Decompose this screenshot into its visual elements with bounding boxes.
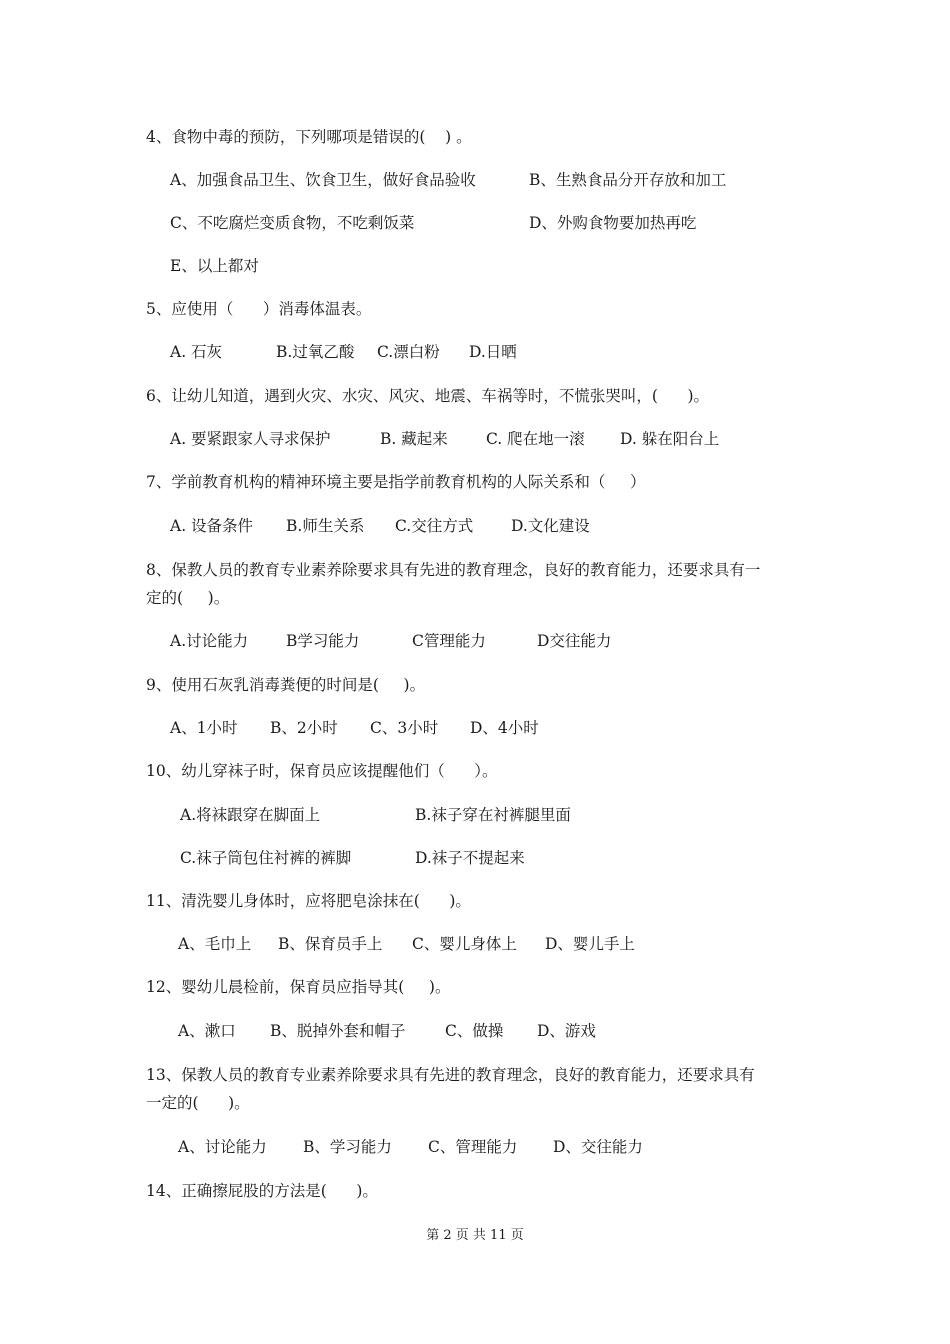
option-a: A.将袜跟穿在脚面上 (180, 806, 321, 824)
option-c: C、婴儿身体上 (412, 935, 517, 953)
option-c: C、不吃腐烂变质食物，不吃剩饭菜 (170, 214, 415, 232)
option-c: C、做操 (445, 1022, 504, 1040)
question-10-stem (0, 756, 950, 786)
question-8-stem-cont (0, 583, 950, 613)
option-b: B、2小时 (270, 719, 338, 737)
option-a: A. 要紧跟家人寻求保护 (170, 430, 331, 448)
option-a: A、1小时 (170, 719, 238, 737)
question-5-options (0, 337, 950, 367)
question-stem-text: 定的( )。 (146, 589, 230, 607)
option-b: B. 藏起来 (380, 430, 448, 448)
option-c: C、3小时 (370, 719, 439, 737)
question-10-options-row-1 (0, 800, 950, 830)
option-d: D.文化建设 (511, 517, 590, 535)
option-c: C.交往方式 (395, 517, 474, 535)
option-b: B.袜子穿在衬裤腿里面 (415, 806, 571, 824)
option-d: D、婴儿手上 (545, 935, 635, 953)
option-a: A. 设备条件 (170, 517, 254, 535)
question-stem-text: 9、使用石灰乳消毒粪便的时间是( )。 (146, 676, 426, 694)
option-b: B、学习能力 (303, 1138, 392, 1156)
option-d: D.日晒 (469, 343, 517, 361)
question-stem-text: 11、清洗婴儿身体时，应将肥皂涂抹在( )。 (146, 892, 471, 910)
option-b: B、生熟食品分开存放和加工 (529, 171, 727, 189)
page-footer: 第 2 页 共 11 页 (426, 1228, 524, 1243)
question-4-options-row-2 (0, 208, 950, 238)
question-11-options (0, 929, 950, 959)
question-8-stem (0, 555, 950, 585)
option-d: D、外购食物要加热再吃 (529, 214, 697, 232)
option-a: A. 石灰 (170, 343, 223, 361)
question-10-options-row-2 (0, 843, 950, 873)
question-5-stem (0, 294, 950, 324)
option-a: A、漱口 (178, 1022, 236, 1040)
question-6-stem (0, 381, 950, 411)
option-a: A、毛巾上 (178, 935, 252, 953)
question-12-stem (0, 972, 950, 1002)
question-stem-text: 6、让幼儿知道，遇到火灾、水灾、风灾、地震、车祸等时，不慌张哭叫，( )。 (146, 387, 710, 405)
option-b: B.过氧乙酸 (276, 343, 355, 361)
question-13-stem (0, 1060, 950, 1090)
option-b: B、保育员手上 (278, 935, 383, 953)
question-4-options-row-1 (0, 165, 950, 195)
question-13-stem-cont (0, 1088, 950, 1118)
question-stem-text: 10、幼儿穿袜子时，保育员应该提醒他们（ ）。 (146, 762, 498, 780)
option-a: A.讨论能力 (170, 632, 249, 650)
option-c: C. 爬在地一滚 (486, 430, 585, 448)
question-stem-text: 14、正确擦屁股的方法是( )。 (146, 1182, 378, 1200)
question-14-stem (0, 1176, 950, 1206)
question-stem-text: 12、婴幼儿晨检前，保育员应指导其( )。 (146, 978, 451, 996)
option-d: D.袜子不提起来 (415, 849, 525, 867)
question-stem-text: 8、保教人员的教育专业素养除要求具有先进的教育理念，良好的教育能力，还要求具有一 (146, 561, 761, 579)
option-d: D交往能力 (537, 632, 612, 650)
question-9-stem (0, 670, 950, 700)
question-stem-text: 一定的( )。 (146, 1094, 250, 1112)
option-a: A、加强食品卫生、饮食卫生，做好食品验收 (170, 171, 476, 189)
option-b: B学习能力 (286, 632, 360, 650)
question-stem-text: 7、学前教育机构的精神环境主要是指学前教育机构的人际关系和（ ） (146, 473, 646, 491)
question-8-options (0, 626, 950, 656)
question-4-stem (0, 122, 950, 152)
question-12-options (0, 1016, 950, 1046)
question-11-stem (0, 886, 950, 916)
question-6-options (0, 424, 950, 454)
option-c: C.漂白粉 (377, 343, 440, 361)
question-13-options (0, 1132, 950, 1162)
question-4-options-row-3 (0, 251, 950, 281)
option-e: E、以上都对 (170, 257, 259, 275)
option-c: C、管理能力 (428, 1138, 518, 1156)
question-stem-text: 13、保教人员的教育专业素养除要求具有先进的教育理念，良好的教育能力，还要求具有 (146, 1066, 755, 1084)
option-d: D、交往能力 (553, 1138, 643, 1156)
option-d: D. 躲在阳台上 (620, 430, 720, 448)
option-d: D、4小时 (470, 719, 539, 737)
question-7-options (0, 511, 950, 541)
option-a: A、讨论能力 (178, 1138, 267, 1156)
question-7-stem (0, 467, 950, 497)
question-stem-text: 4、食物中毒的预防，下列哪项是错误的( ) 。 (146, 128, 472, 146)
option-d: D、游戏 (537, 1022, 596, 1040)
question-stem-text: 5、应使用（ ）消毒体温表。 (146, 300, 372, 318)
option-b: B、脱掉外套和帽子 (270, 1022, 406, 1040)
option-c: C管理能力 (412, 632, 486, 650)
question-9-options (0, 713, 950, 743)
option-b: B.师生关系 (286, 517, 365, 535)
option-c: C.袜子筒包住衬裤的裤脚 (180, 849, 352, 867)
